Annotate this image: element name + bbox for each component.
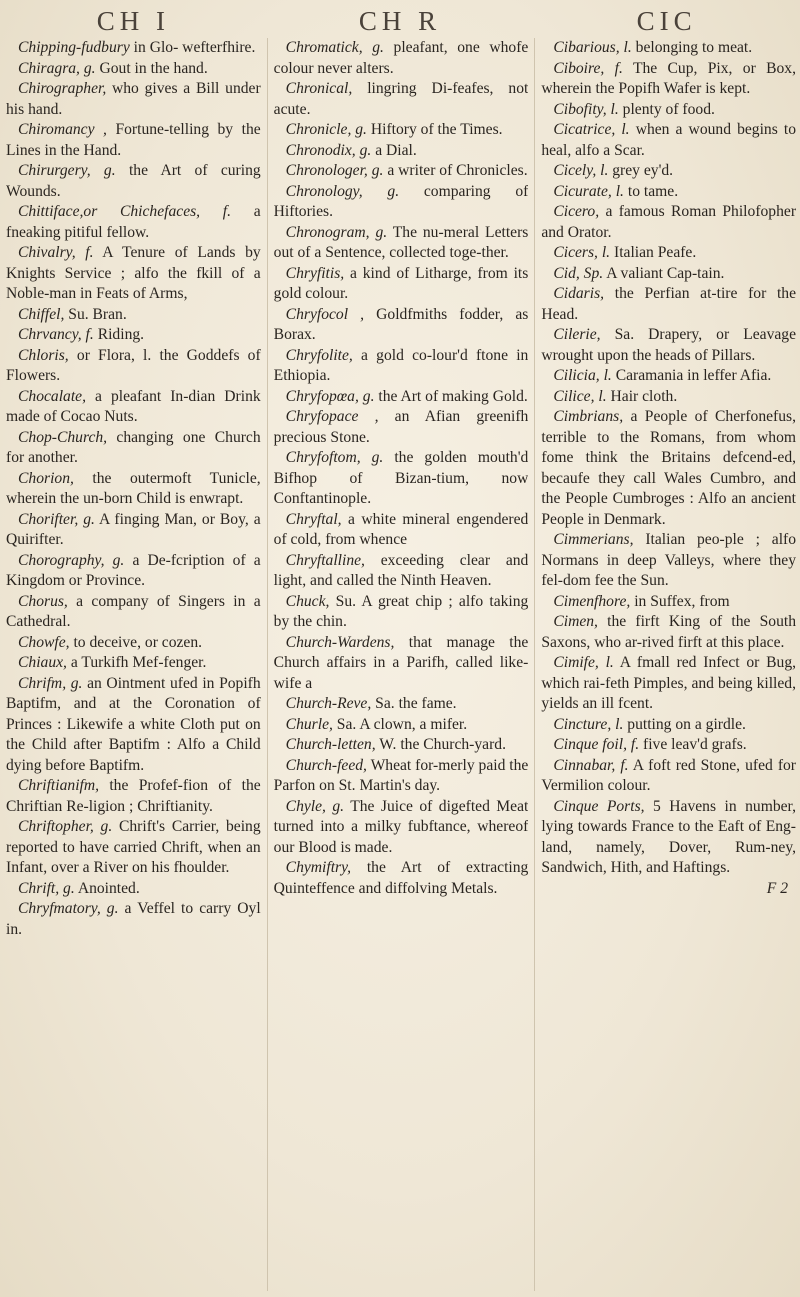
definition: plenty of food. — [622, 100, 715, 118]
headword: Chirographer, — [18, 80, 107, 97]
dictionary-entry — [541, 161, 796, 182]
definition: The Cup, Pix, or Box, wherein the Popifh Wafer is kept. — [541, 59, 797, 97]
dictionary-entry — [541, 59, 796, 100]
definition: Italian Peafe. — [614, 244, 697, 261]
definition: a white mineral engendered of cold, from whence — [273, 510, 529, 548]
dictionary-entry — [274, 182, 529, 223]
dictionary-entry — [274, 387, 529, 408]
dictionary-entry — [274, 38, 529, 79]
headword: Cicurate, l. — [553, 182, 624, 200]
definition: Hiftory of the Times. — [370, 121, 503, 138]
headword: Cilice, l. — [553, 387, 607, 405]
dictionary-entry — [274, 223, 529, 264]
dictionary-entry — [6, 817, 261, 879]
headword: Cinnabar, f. — [553, 756, 629, 774]
definition: Su. Bran. — [68, 305, 127, 323]
dictionary-entry — [6, 428, 261, 469]
dictionary-entry — [541, 120, 796, 161]
dictionary-entry — [541, 202, 796, 243]
headword: Church-Reve, — [285, 695, 372, 712]
definition: a pleafant In-dian Drink made of Cocao Nuts. — [6, 387, 261, 425]
headword: Chiragra, g. — [18, 59, 96, 77]
dictionary-entry — [274, 735, 529, 756]
headword: Cimenfhore, — [553, 592, 631, 610]
definition: A finging Man, or Boy, a Quirifter. — [6, 510, 261, 548]
definition: Italian peo-ple ; alfo Normans in deep Valleys, where they fel-dom fee the Sun. — [541, 531, 797, 589]
headword: Chivalry, f. — [18, 244, 94, 261]
dictionary-entry — [6, 161, 261, 202]
dictionary-entry — [6, 879, 261, 900]
headword: Cinque Ports, — [553, 797, 645, 815]
dictionary-entry — [274, 120, 529, 141]
definition: a famous Roman Philofopher and Orator. — [541, 203, 797, 241]
dictionary-entry — [541, 612, 796, 653]
dictionary-entry — [6, 469, 261, 510]
headword: Chryftal, — [285, 510, 342, 528]
headword: Chryftalline, — [285, 551, 365, 569]
headword: Chriftopher, g. — [18, 818, 113, 835]
headword: Chryfitis, — [285, 264, 345, 282]
dictionary-entry — [541, 366, 796, 387]
headword: Chipping-fudbury — [18, 39, 130, 56]
headword: Cilerie, — [553, 326, 601, 343]
definition: Sa. A clown, a mifer. — [336, 715, 468, 733]
headword: Chiaux, — [18, 654, 67, 671]
definition: changing one Church for another. — [6, 428, 261, 466]
dictionary-entry — [6, 899, 261, 940]
definition: putting on a girdle. — [627, 715, 746, 733]
headword: Cicero, — [553, 203, 600, 220]
dictionary-entry — [541, 243, 796, 264]
definition: Gout in the hand. — [99, 59, 208, 77]
dictionary-entry — [6, 38, 261, 59]
definition: A valiant Cap-tain. — [606, 264, 725, 282]
definition: Chrift's Carrier, being reported to have carried Chrift, when an Infant, over a River on his fhoulder. — [6, 818, 261, 876]
definition: Sa. Drapery, or Leavage wrought upon the heads of Pillars. — [541, 326, 797, 364]
definition: who gives a Bill under his hand. — [6, 80, 261, 118]
definition: a De-fcription of a Kingdom or Province. — [6, 551, 261, 589]
definition: a company of Singers in a Cathedral. — [6, 592, 261, 630]
headword: Chronologer, g. — [285, 162, 384, 179]
definition: Fortune-telling by the Lines in the Hand. — [6, 121, 261, 159]
definition: Su. A great chip ; alfo taking by the chin. — [273, 592, 529, 630]
dictionary-entry — [6, 346, 261, 387]
headword: Chorifter, g. — [18, 510, 95, 528]
headword: Chronicle, g. — [285, 121, 367, 138]
definition: Anointed. — [77, 879, 140, 897]
column-center — [267, 38, 529, 1291]
definition: Caramania in leffer Afia. — [615, 367, 772, 384]
headword: Cimmerians, — [553, 531, 634, 548]
definition: A fmall red Infect or Bug, which rai-feth Pimples, and being killed, yields an ill fcent. — [541, 654, 797, 712]
headword: Cibarious, l. — [553, 39, 632, 56]
headword: Chrift, g. — [18, 879, 75, 897]
headword: Chorography, g. — [18, 551, 125, 569]
definition: an Afian greenifh precious Stone. — [273, 408, 529, 446]
dictionary-entry — [6, 674, 261, 777]
headword: Chirurgery, g. — [18, 162, 116, 179]
dictionary-entry — [274, 551, 529, 592]
definition: that manage the Church affairs in a Parifh, called like-wife a — [273, 633, 529, 692]
running-head-center: CH R — [358, 6, 442, 36]
headword: Cincture, l. — [553, 715, 624, 733]
dictionary-entry — [541, 653, 796, 715]
headword: Chop-Church, — [18, 428, 108, 446]
definition: a Dial. — [375, 141, 417, 159]
dictionary-entry — [6, 202, 261, 243]
headword: Chowfe, — [18, 633, 70, 651]
definition: The Juice of digefted Meat turned into a milky fubftance, whereof our Blood is made. — [273, 797, 529, 856]
headword: Cid, Sp. — [553, 264, 604, 282]
dictionary-entry — [6, 592, 261, 633]
headword: Chronical, — [285, 80, 353, 97]
dictionary-entry — [541, 100, 796, 121]
dictionary-entry — [6, 243, 261, 305]
headword: Cinque foil, f. — [553, 736, 640, 753]
dictionary-entry — [274, 161, 529, 182]
headword: Chryfoftom, g. — [285, 449, 384, 466]
columns — [6, 38, 796, 1291]
dictionary-entry — [6, 776, 261, 817]
headword: Chrifm, g. — [18, 674, 83, 692]
definition: exceeding clear and light, and called the Ninth Heaven. — [273, 551, 529, 589]
headword: Chyle, g. — [285, 797, 345, 815]
headword: Chryfmatory, g. — [18, 900, 119, 917]
dictionary-entry — [541, 592, 796, 613]
headword: Chryfolite, — [285, 346, 353, 364]
definition: Goldfmiths fodder, as Borax. — [273, 305, 529, 343]
dictionary-entry — [274, 305, 529, 346]
definition: belonging to meat. — [635, 39, 753, 56]
headword: Chocalate, — [18, 387, 86, 405]
dictionary-entry — [274, 407, 529, 448]
dictionary-entry — [6, 79, 261, 120]
definition: an Ointment ufed in Popifh Baptifm, and at the Coronation of Princes : Likewife a white Cloth put on the Child after Baptifm : Alfo a Child dying before Baptifm. — [6, 674, 261, 774]
running-heads — [0, 4, 800, 38]
headword: Church-letten, — [285, 736, 376, 753]
dictionary-entry — [541, 715, 796, 736]
definition: in Glo- wefterfhire. — [133, 39, 256, 56]
headword: Churle, — [285, 715, 333, 733]
dictionary-entry — [274, 633, 529, 695]
headword: Chuck, — [285, 592, 330, 610]
definition: the Perfian at-tire for the Head. — [541, 285, 797, 323]
headword: Cicely, l. — [553, 162, 609, 179]
definition: a gold co-lour'd ftone in Ethiopia. — [273, 346, 529, 384]
definition: grey ey'd. — [612, 162, 674, 179]
dictionary-entry — [541, 756, 796, 797]
definition: lingring Di-feafes, not acute. — [273, 80, 529, 118]
definition: A foft red Stone, ufed for Vermilion colour. — [541, 756, 796, 794]
definition: a Turkifh Mef-fenger. — [70, 654, 207, 671]
headword: Chittiface,or Chichefaces, f. — [18, 203, 232, 220]
dictionary-entry — [6, 387, 261, 428]
headword: Cimen, — [553, 613, 598, 630]
headword: Chriftianifm, — [18, 777, 100, 794]
definition: Sa. the fame. — [375, 695, 457, 712]
definition: a writer of Chronicles. — [387, 162, 528, 179]
definition: five leav'd grafs. — [643, 736, 747, 753]
dictionary-entry — [541, 182, 796, 203]
headword: Cimbrians, — [553, 408, 624, 425]
headword: Chromatick, g. — [285, 39, 384, 56]
headword: Church-Wardens, — [285, 633, 395, 651]
dictionary-entry — [541, 325, 796, 366]
definition: the golden mouth'd Bifhop of Bizan-tium, now Conftantinople. — [273, 449, 529, 507]
dictionary-entry — [6, 325, 261, 346]
headword: Cilicia, l. — [553, 367, 612, 384]
column-right — [534, 38, 796, 1291]
headword: Chryfopace , — [285, 408, 379, 425]
definition: Riding. — [97, 326, 145, 343]
definition: 5 Havens in number, lying towards France to the Eaft of Eng-land, namely, Dover, Rum-ney, Sandwich, Hith, and Haftings. — [541, 797, 797, 876]
headword: Chymiftry, — [285, 859, 352, 876]
definition: a fneaking pitiful fellow. — [6, 203, 261, 241]
dictionary-entry — [274, 510, 529, 551]
headword: Chronology, g. — [285, 182, 400, 200]
definition: a Veffel to carry Oyl in. — [6, 900, 261, 938]
headword: Chryfopœa, g. — [285, 387, 375, 405]
headword: Cibofity, l. — [553, 100, 619, 118]
definition: a People of Cherfonefus, terrible to the Romans, from whom fome think the Britains defcend-ed, becaufe they call Wales Cumbro, and the People Cumbroges : Alfo an ancient People in Denmark. — [541, 408, 797, 528]
running-head-left: CH I — [96, 6, 170, 36]
signature-mark: F 2 — [766, 879, 789, 897]
headword: Chiromancy , — [18, 121, 107, 138]
definition: to tame. — [627, 182, 679, 200]
dictionary-entry — [541, 264, 796, 285]
definition: to deceive, or cozen. — [73, 633, 203, 651]
dictionary-entry — [6, 120, 261, 161]
dictionary-entry — [274, 79, 529, 120]
definition: the Art of extracting Quinteffence and diffolving Metals. — [273, 859, 529, 897]
dictionary-entry — [274, 141, 529, 162]
definition: or Flora, l. the Goddefs of Flowers. — [6, 346, 261, 384]
dictionary-entry — [6, 305, 261, 326]
definition: the Art of curing Wounds. — [6, 162, 261, 200]
definition: Wheat for-merly paid the Parfon on St. Martin's day. — [273, 756, 529, 794]
definition: the outermoft Tunicle, wherein the un-born Child is enwrapt. — [6, 469, 261, 507]
column-left — [6, 38, 261, 1291]
dictionary-entry — [274, 756, 529, 797]
headword: Cimife, l. — [553, 654, 614, 671]
definition: Hair cloth. — [610, 387, 678, 405]
dictionary-entry — [541, 735, 796, 756]
definition: the Art of making Gold. — [378, 387, 528, 405]
dictionary-entry — [6, 59, 261, 80]
headword: Ciboire, f. — [553, 59, 623, 77]
dictionary-entry — [6, 551, 261, 592]
dictionary-entry — [6, 633, 261, 654]
dictionary-entry — [274, 797, 529, 859]
headword: Cicers, l. — [553, 244, 611, 261]
dictionary-entry — [541, 530, 796, 592]
definition: pleafant, one whofe colour never alters. — [273, 39, 529, 77]
definition: in Suffex, from — [634, 592, 730, 610]
definition: comparing of Hiftories. — [273, 182, 529, 220]
dictionary-entry — [541, 387, 796, 408]
definition: a kind of Litharge, from its gold colour. — [273, 264, 529, 302]
definition: A Tenure of Lands by Knights Service ; alfo the fkill of a Noble-man in Feats of Arms, — [6, 244, 261, 302]
definition: the firft King of the South Saxons, who ar-rived firft at this place. — [541, 613, 796, 651]
dictionary-entry — [274, 592, 529, 633]
running-head-right: CIC — [636, 6, 697, 36]
dictionary-entry — [274, 448, 529, 510]
headword: Chronodix, g. — [285, 141, 372, 159]
headword: Chorion, — [18, 469, 74, 487]
headword: Chronogram, g. — [285, 223, 388, 241]
dictionary-entry — [274, 858, 529, 899]
dictionary-entry — [6, 653, 261, 674]
dictionary-entry — [541, 797, 796, 879]
dictionary-entry — [274, 694, 529, 715]
definition: W. the Church-yard. — [379, 736, 506, 753]
definition: The nu-meral Letters out of a Sentence, collected toge-ther. — [273, 223, 529, 261]
dictionary-entry — [274, 715, 529, 736]
headword: Chorus, — [18, 592, 68, 610]
dictionary-entry — [6, 510, 261, 551]
dictionary-entry — [274, 346, 529, 387]
definition: when a wound begins to heal, alfo a Scar. — [541, 121, 797, 159]
headword: Church-feed, — [285, 756, 367, 774]
headword: Chrvancy, f. — [18, 326, 94, 343]
headword: Cicatrice, l. — [553, 121, 630, 138]
headword: Cidaris, — [553, 285, 605, 302]
dictionary-entry — [541, 38, 796, 59]
dictionary-entry — [541, 407, 796, 530]
headword: Chryfocol , — [285, 305, 365, 323]
headword: Chloris, — [18, 346, 69, 364]
definition: the Profef-fion of the Chriftian Re-ligion ; Chriftianity. — [6, 777, 261, 815]
dictionary-entry — [274, 264, 529, 305]
headword: Chiffel, — [18, 305, 65, 323]
dictionary-entry — [541, 284, 796, 325]
